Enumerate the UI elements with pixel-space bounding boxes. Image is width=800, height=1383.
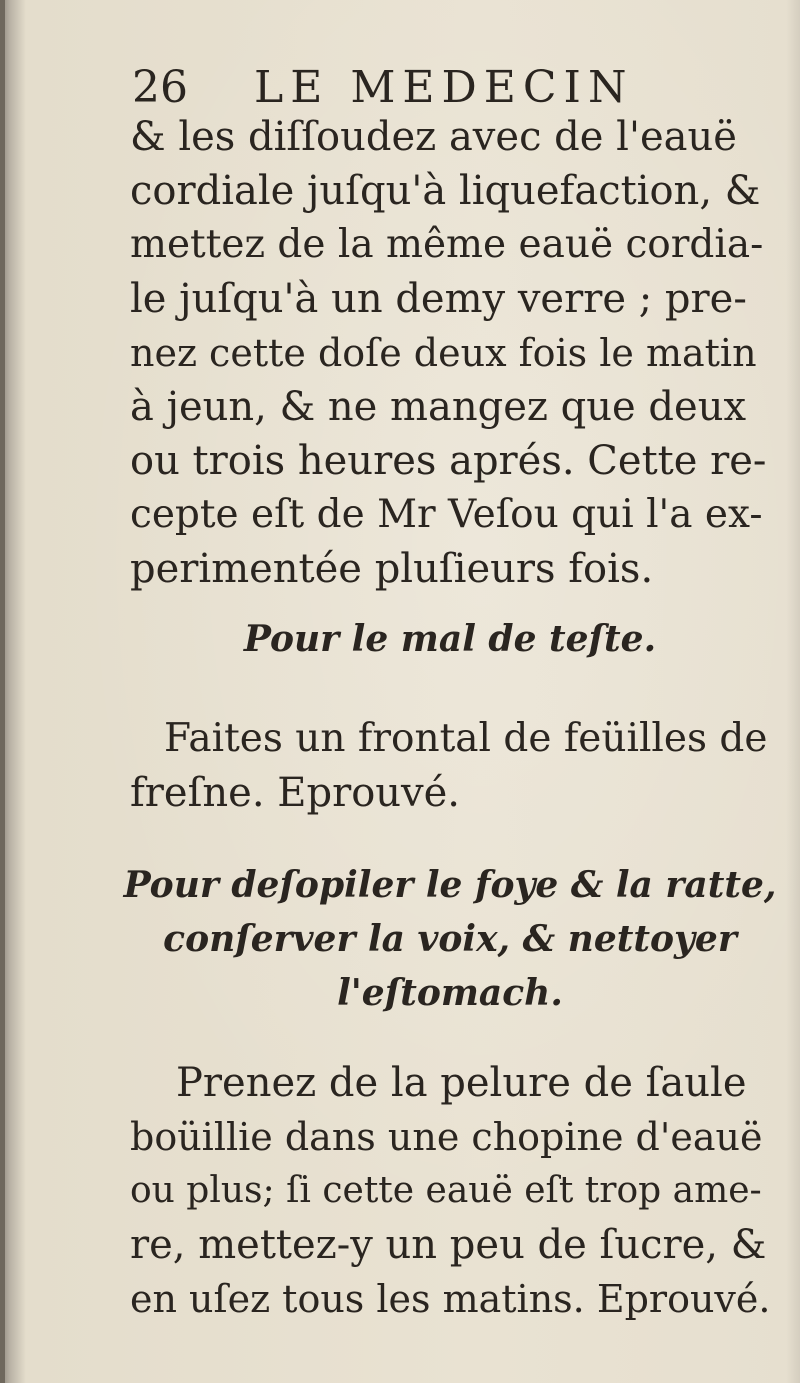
page-gutter-edge (0, 0, 5, 1383)
text-line: cordiale juſqu'à liquefaction, & (130, 168, 761, 214)
text-line: nez cette doſe deux fois le matin (130, 331, 757, 375)
text-line: & les diſſoudez avec de l'eauë (130, 114, 737, 160)
text-line: mettez de la même eauë cordia- (130, 222, 764, 267)
text-line: ou trois heures aprés. Cette re- (130, 438, 767, 484)
section-heading: Pour le mal de teſte. (243, 618, 657, 660)
section-heading: conſerver la voix, & nettoyer (163, 918, 737, 960)
text-line: perimentée pluſieurs fois. (130, 546, 654, 592)
text-line: boüillie dans une chopine d'eauë (130, 1115, 763, 1159)
text-line: le juſqu'à un demy verre ; pre- (130, 276, 747, 322)
text-line: freſne. Eprouvé. (130, 770, 461, 816)
section-heading: Pour deſopiler le foye & la ratte, (123, 864, 777, 906)
text-line: en uſez tous les matins. Eprouvé. (130, 1277, 771, 1321)
section-heading: l'eſtomach. (337, 972, 563, 1014)
text-line: à jeun, & ne mangez que deux (130, 384, 747, 430)
text-line: Prenez de la pelure de ſaule (176, 1060, 747, 1106)
text-line: ou plus; ſi cette eauë eſt trop ame- (130, 1170, 762, 1211)
text-line: Faites un frontal de feüilles de (164, 716, 768, 761)
running-head (132, 58, 772, 118)
running-title: LE MEDECIN (254, 62, 634, 113)
text-line: cepte eſt de Mr Veſou qui l'a ex- (130, 492, 763, 537)
page-number: 26 (132, 62, 188, 113)
text-line: re, mettez-y un peu de ſucre, & (130, 1222, 767, 1268)
